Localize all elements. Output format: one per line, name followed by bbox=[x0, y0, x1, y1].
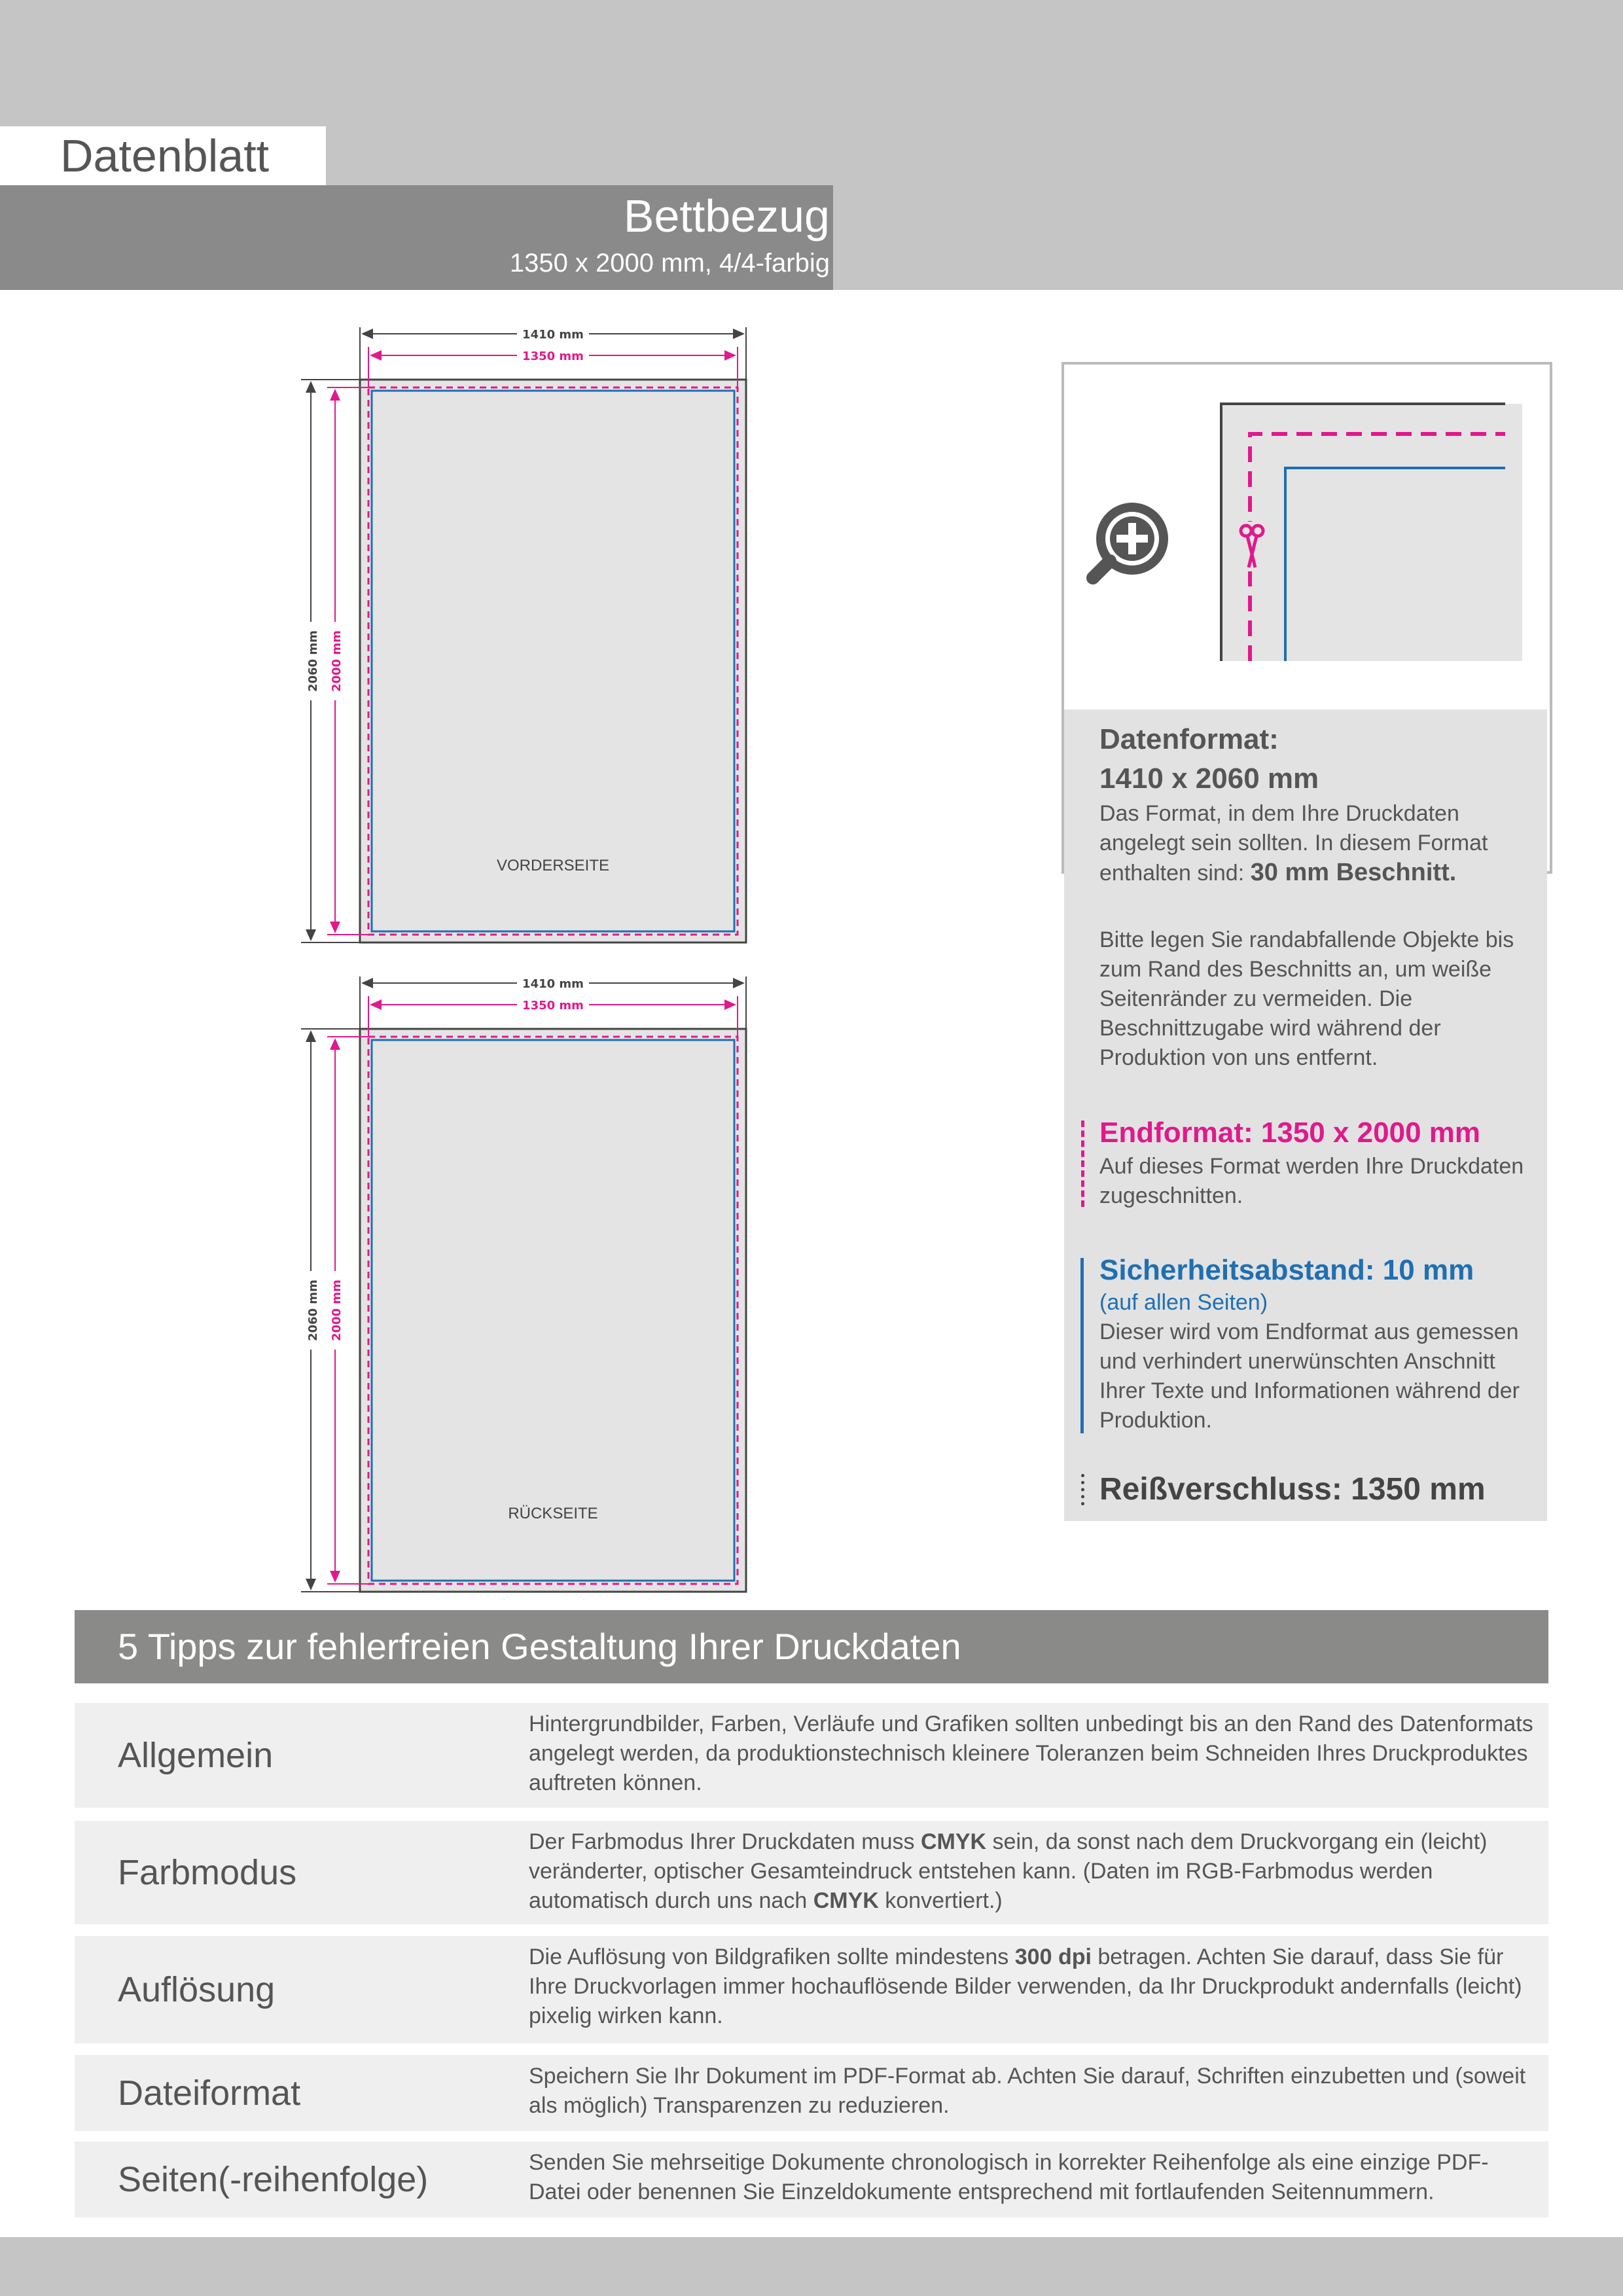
front-final-width: 1350 mm bbox=[522, 350, 584, 363]
safety-description: Dieser wird vom Endformat aus gemessen und verhindert unerwünschten Anschnitt Ihrer Texte und Informationen während der Produktion. bbox=[1099, 1319, 1520, 1433]
tips-title: 5 Tipps zur fehlerfreien Gestaltung Ihrer Druckdaten bbox=[118, 1626, 961, 1667]
front-page-diagram bbox=[301, 326, 746, 942]
front-data-height: 2060 mm bbox=[306, 630, 320, 692]
tip-label: Farbmodus bbox=[118, 1853, 297, 1892]
tip-row-dateiformat bbox=[75, 2055, 1548, 2131]
tip-row-seiten bbox=[75, 2142, 1548, 2217]
tip-label: Allgemein bbox=[118, 1736, 274, 1775]
tip-row-farbmodus bbox=[75, 1821, 1548, 1924]
safety-subheading: (auf allen Seiten) bbox=[1099, 1290, 1268, 1315]
tip-text: Die Auflösung von Bildgrafiken sollte mindestens 300 dpi betragen. Achten Sie darauf, dass Sie für Ihre Druckvorlagen immer hochauflösende Bilder verwenden, da Ihr Druckprodukt andernfalls (leicht) pixelig wirken kann. bbox=[529, 1945, 1522, 2028]
scissors-icon bbox=[1240, 522, 1263, 571]
back-final-height: 2000 mm bbox=[330, 1280, 344, 1341]
tip-text: Hintergrundbilder, Farben, Verläufe und Grafiken sollten unbedingt bis an den Rand des Datenformats angelegt werden, da produktionstechnisch kleinere Toleranzen beim Schneiden Ihres Druckproduktes auftreten können. bbox=[529, 1712, 1533, 1795]
bleed-note: Bitte legen Sie randabfallende Objekte bis zum Rand des Beschnitts an, um weiße Seitenränder zu vermeiden. Die Beschnittzugabe wird während der Produktion von uns entfernt. bbox=[1099, 927, 1514, 1070]
zoom-illustration bbox=[1064, 365, 1547, 709]
product-subtitle: 1350 x 2000 mm, 4/4-farbig bbox=[509, 249, 830, 278]
tip-label: Dateiformat bbox=[118, 2073, 301, 2113]
zoom-in-icon bbox=[1093, 507, 1164, 578]
zipper-heading: Reißverschluss: 1350 mm bbox=[1099, 1472, 1486, 1507]
product-title: Bettbezug bbox=[623, 190, 830, 242]
tip-label: Seiten(-reihenfolge) bbox=[118, 2160, 429, 2199]
section-label: Datenblatt bbox=[60, 130, 270, 181]
back-page-diagram bbox=[301, 975, 746, 1592]
back-side-label: RÜCKSEITE bbox=[508, 1505, 598, 1522]
format-diagram bbox=[0, 0, 851, 1610]
tip-text: Der Farbmodus Ihrer Druckdaten muss CMYK sein, da sonst nach dem Druckvorgang ein (leicht) veränderter, optischer Gesamteindruck entstehen kann. (Daten im RGB-Farbmodus werden automatisch durch uns nach CMYK konvertiert.) bbox=[529, 1829, 1488, 1913]
tip-text: Senden Sie mehrseitige Dokumente chronologisch in korrekter Reihenfolge als eine einzige PDF-Datei oder benennen Sie Einzeldokumente entsprechend mit fortlaufenden Seitennummern. bbox=[529, 2150, 1489, 2204]
datenformat-heading: Datenformat: bbox=[1099, 723, 1279, 755]
bottom-band bbox=[0, 2237, 1623, 2296]
tip-row-aufloesung bbox=[75, 1936, 1548, 2043]
datenformat-description: Das Format, in dem Ihre Druckdaten angelegt sein sollten. In diesem Format enthalten sind: 30 mm Beschnitt. bbox=[1099, 801, 1488, 886]
front-final-height: 2000 mm bbox=[330, 630, 344, 692]
tip-label: Auflösung bbox=[118, 1970, 276, 2009]
zoomed-corner bbox=[1221, 404, 1522, 661]
tip-text: Speichern Sie Ihr Dokument im PDF-Format ab. Achten Sie darauf, Schriften einzubetten und (soweit als möglich) Transparenzen zu reduzieren. bbox=[529, 2064, 1526, 2118]
endformat-description: Auf dieses Format werden Ihre Druckdaten zugeschnitten. bbox=[1099, 1154, 1524, 1208]
endformat-heading: Endformat: 1350 x 2000 mm bbox=[1099, 1117, 1481, 1149]
back-final-width: 1350 mm bbox=[522, 999, 584, 1013]
front-side-label: VORDERSEITE bbox=[496, 857, 610, 874]
safety-marker-line bbox=[1080, 1258, 1084, 1433]
back-data-width: 1410 mm bbox=[522, 977, 584, 991]
datenformat-size: 1410 x 2060 mm bbox=[1099, 762, 1319, 795]
safety-heading: Sicherheitsabstand: 10 mm bbox=[1099, 1254, 1474, 1286]
back-data-height: 2060 mm bbox=[306, 1280, 320, 1341]
tip-row-allgemein bbox=[75, 1703, 1548, 1808]
zipper-marker-line bbox=[1081, 1474, 1084, 1505]
front-data-width: 1410 mm bbox=[522, 328, 584, 342]
trim-marker-line bbox=[1081, 1121, 1084, 1207]
